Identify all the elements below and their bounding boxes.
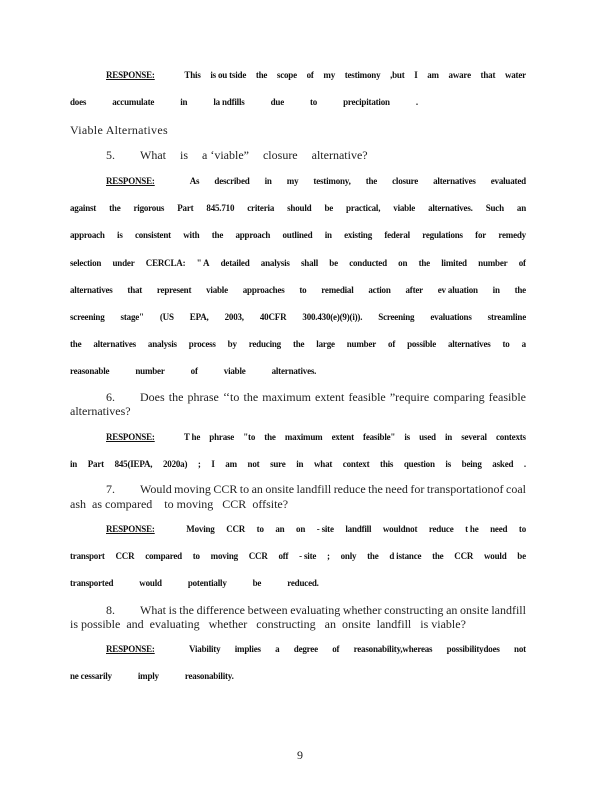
word: aware bbox=[448, 70, 471, 80]
word: not bbox=[247, 459, 260, 469]
word: consistent bbox=[134, 230, 171, 240]
word: in bbox=[180, 97, 188, 107]
word: the bbox=[367, 551, 379, 561]
word: phrase bbox=[187, 390, 219, 404]
word: reasonable bbox=[70, 366, 110, 376]
word: of bbox=[306, 70, 314, 80]
word: used bbox=[419, 432, 436, 442]
word: streamline bbox=[487, 312, 526, 322]
word: reducing bbox=[248, 339, 281, 349]
word: to bbox=[299, 285, 307, 295]
word: after bbox=[405, 285, 423, 295]
word: 845(IEPA, bbox=[114, 459, 153, 469]
word: moving bbox=[210, 551, 238, 561]
word: transported bbox=[70, 578, 114, 588]
word: ev aluation bbox=[437, 285, 478, 295]
word: EPA, bbox=[189, 312, 209, 322]
word: number bbox=[135, 366, 165, 376]
word: does bbox=[70, 97, 87, 107]
word: alternatives bbox=[93, 339, 136, 349]
word: - site bbox=[316, 524, 334, 534]
word: of bbox=[190, 366, 198, 376]
word: the bbox=[70, 339, 82, 349]
response-5-line-7 bbox=[70, 339, 526, 349]
word: ”require bbox=[389, 390, 430, 404]
word: process bbox=[188, 339, 216, 349]
word: CERCLA: bbox=[145, 258, 186, 268]
word: due bbox=[270, 97, 284, 107]
word: possibilitydoes bbox=[446, 644, 500, 654]
word: feasible bbox=[488, 390, 526, 404]
word: alternatives. bbox=[428, 203, 473, 213]
word: difference bbox=[196, 603, 245, 617]
response-6-line-2 bbox=[70, 459, 526, 469]
word: to bbox=[239, 482, 250, 496]
word: a bbox=[521, 339, 526, 349]
word: approaches bbox=[242, 285, 285, 295]
word: to bbox=[518, 524, 526, 534]
word: closure bbox=[262, 148, 298, 162]
word: on bbox=[398, 258, 408, 268]
word: As bbox=[189, 176, 200, 186]
response-8-line-1 bbox=[106, 644, 526, 654]
word: criteria bbox=[247, 203, 275, 213]
word: viable bbox=[393, 203, 416, 213]
word: the bbox=[365, 176, 378, 186]
word: my bbox=[286, 176, 299, 186]
word: in bbox=[70, 459, 78, 469]
word: evaluated bbox=[490, 176, 526, 186]
word: alternatives bbox=[433, 176, 476, 186]
word: number bbox=[346, 339, 377, 349]
word: an bbox=[446, 603, 458, 617]
word: that bbox=[127, 285, 143, 295]
word: to bbox=[192, 551, 200, 561]
response-5-line-4 bbox=[70, 258, 526, 268]
word: onsite bbox=[460, 603, 489, 617]
word: transportationof bbox=[426, 482, 504, 496]
word: rigorous bbox=[133, 203, 165, 213]
question-7-number: 7. bbox=[106, 482, 115, 496]
word: Moving bbox=[186, 524, 215, 534]
response-5-line-2 bbox=[70, 203, 526, 213]
word: the bbox=[514, 285, 526, 295]
word: Screening bbox=[378, 312, 415, 322]
word: implies bbox=[234, 644, 261, 654]
word: Does bbox=[140, 390, 165, 404]
word: constructing bbox=[384, 603, 444, 617]
word: precipitation bbox=[343, 97, 390, 107]
word: coal bbox=[506, 482, 526, 496]
question-5-number: 5. bbox=[106, 148, 115, 162]
word: not bbox=[514, 644, 526, 654]
question-7-line-1 bbox=[106, 482, 526, 497]
word: transport bbox=[70, 551, 105, 561]
word: reduce bbox=[428, 524, 454, 534]
word: only bbox=[340, 551, 357, 561]
word: to bbox=[309, 97, 318, 107]
word: I bbox=[414, 70, 418, 80]
word: CCR bbox=[454, 551, 474, 561]
word: phrase bbox=[209, 432, 235, 442]
word: evaluating bbox=[290, 603, 341, 617]
word: the bbox=[418, 258, 430, 268]
word: moving bbox=[174, 482, 211, 496]
word: of bbox=[518, 258, 526, 268]
response-6-line-1 bbox=[106, 432, 526, 442]
word: described bbox=[214, 176, 250, 186]
word: what bbox=[313, 459, 333, 469]
word: analysis bbox=[260, 258, 290, 268]
word: ; bbox=[197, 459, 201, 469]
question-7-text bbox=[140, 482, 526, 497]
word: of bbox=[388, 339, 396, 349]
word: for bbox=[410, 482, 425, 496]
word: in bbox=[492, 285, 500, 295]
question-8-text bbox=[140, 603, 526, 618]
word: sure bbox=[270, 459, 286, 469]
word: 2003, bbox=[224, 312, 244, 322]
word: in bbox=[296, 459, 304, 469]
word: regulations bbox=[422, 230, 463, 240]
word: my bbox=[323, 70, 335, 80]
word: closure bbox=[392, 176, 419, 186]
word: is bbox=[180, 148, 189, 162]
question-8-number: 8. bbox=[106, 603, 115, 617]
word: would bbox=[483, 551, 507, 561]
page-number: 9 bbox=[297, 748, 303, 762]
word: T he bbox=[183, 432, 201, 442]
word: an bbox=[251, 482, 263, 496]
word: landfill bbox=[296, 482, 332, 496]
word: in bbox=[444, 432, 453, 442]
response-label: RESPONSE: bbox=[106, 524, 155, 534]
response-label: RESPONSE: bbox=[106, 176, 155, 186]
question-6-number: 6. bbox=[106, 390, 115, 404]
word: I bbox=[211, 459, 215, 469]
word: the bbox=[211, 230, 224, 240]
word: the bbox=[243, 390, 259, 404]
word: alternative? bbox=[311, 148, 368, 162]
word: reduced. bbox=[287, 578, 319, 588]
word: reasonability,whereas bbox=[353, 644, 433, 654]
word: Viability bbox=[189, 644, 221, 654]
word: alternatives. bbox=[271, 366, 317, 376]
word: comparing bbox=[433, 390, 485, 404]
word: Would bbox=[140, 482, 172, 496]
word: to bbox=[256, 524, 264, 534]
word: for bbox=[475, 230, 487, 240]
word: Part bbox=[87, 459, 104, 469]
word: the bbox=[432, 551, 444, 561]
word: to bbox=[502, 339, 510, 349]
word: d istance bbox=[389, 551, 422, 561]
word: should bbox=[287, 203, 312, 213]
word: be bbox=[252, 578, 262, 588]
word: by bbox=[227, 339, 237, 349]
word: CCR bbox=[115, 551, 135, 561]
word: with bbox=[183, 230, 200, 240]
response-label: RESPONSE: bbox=[106, 644, 155, 654]
response-8-line-2 bbox=[70, 671, 526, 681]
word: What bbox=[140, 603, 166, 617]
word: reasonability. bbox=[184, 671, 234, 681]
question-5-text bbox=[140, 148, 382, 163]
word: action bbox=[368, 285, 391, 295]
question-8-line-2: is possible and evaluating whether constructing an onsite landfill is viable? bbox=[70, 617, 466, 631]
word: an bbox=[516, 203, 526, 213]
word: between bbox=[247, 603, 288, 617]
word: (US bbox=[159, 312, 174, 322]
word: ne cessarily bbox=[70, 671, 112, 681]
word: Part bbox=[177, 203, 194, 213]
word: question bbox=[403, 459, 435, 469]
word: federal bbox=[384, 230, 410, 240]
response-7-line-2 bbox=[70, 551, 526, 561]
word: conducted bbox=[349, 258, 387, 268]
word: 300.430(e)(9)(i)). bbox=[302, 312, 363, 322]
question-6-line-2: alternatives? bbox=[70, 404, 131, 418]
word: the bbox=[179, 603, 194, 617]
response-5-line-8 bbox=[70, 366, 526, 376]
question-8-line-1 bbox=[106, 603, 526, 618]
word: in bbox=[264, 176, 272, 186]
word: remedial bbox=[321, 285, 354, 295]
word: What bbox=[140, 148, 166, 162]
word: outlined bbox=[282, 230, 313, 240]
word: analysis bbox=[147, 339, 177, 349]
word: contexts bbox=[495, 432, 526, 442]
question-5 bbox=[106, 148, 526, 163]
word: am bbox=[225, 459, 237, 469]
word: feasible bbox=[348, 390, 386, 404]
word: in bbox=[324, 230, 332, 240]
response-1-line-1 bbox=[106, 70, 526, 80]
word: on bbox=[296, 524, 306, 534]
word: ; bbox=[327, 551, 330, 561]
word: is bbox=[168, 603, 177, 617]
word: landfill bbox=[345, 524, 372, 534]
word: an bbox=[275, 524, 285, 534]
word: CCR bbox=[248, 551, 268, 561]
word: 845.710 bbox=[206, 203, 235, 213]
word: extent bbox=[315, 390, 345, 404]
word: off bbox=[278, 551, 289, 561]
word: would bbox=[139, 578, 162, 588]
word: limited bbox=[441, 258, 467, 268]
word: is ou tside bbox=[210, 70, 247, 80]
response-1-line-2 bbox=[70, 97, 526, 107]
word: being bbox=[461, 459, 482, 469]
question-6-line-1 bbox=[106, 390, 526, 405]
response-5-line-3 bbox=[70, 230, 526, 240]
word: la ndfills bbox=[213, 97, 245, 107]
word: compared bbox=[145, 551, 182, 561]
question-6-text bbox=[140, 390, 526, 405]
word: . bbox=[523, 459, 526, 469]
word: feasible" bbox=[363, 432, 396, 442]
word: scope bbox=[276, 70, 297, 80]
word: is bbox=[117, 230, 123, 240]
word: the bbox=[255, 70, 268, 80]
word: that bbox=[480, 70, 496, 80]
word: a bbox=[275, 644, 280, 654]
word: imply bbox=[137, 671, 159, 681]
word: under bbox=[112, 258, 135, 268]
word: approach bbox=[70, 230, 105, 240]
word: ,but bbox=[390, 70, 405, 80]
word: . bbox=[415, 97, 418, 107]
word: maximum bbox=[262, 390, 311, 404]
word: 2020a) bbox=[162, 459, 188, 469]
response-7-line-3 bbox=[70, 578, 526, 588]
word: be bbox=[324, 203, 334, 213]
word: wouldnot bbox=[382, 524, 418, 534]
word: need bbox=[490, 524, 508, 534]
word: several bbox=[461, 432, 487, 442]
word: ‘‘to bbox=[222, 390, 240, 404]
word: need bbox=[385, 482, 408, 496]
word: detailed bbox=[220, 258, 250, 268]
word: large bbox=[316, 339, 335, 349]
word: CCR bbox=[213, 482, 238, 496]
word: testimony bbox=[344, 70, 381, 80]
response-5-line-6 bbox=[70, 312, 526, 322]
word: landfill bbox=[491, 603, 526, 617]
word: reduce bbox=[333, 482, 366, 496]
word: asked bbox=[492, 459, 514, 469]
word: number bbox=[478, 258, 508, 268]
word: - site bbox=[299, 551, 317, 561]
section-heading: Viable Alternatives bbox=[70, 123, 168, 137]
word: selection bbox=[70, 258, 102, 268]
word: onsite bbox=[265, 482, 295, 496]
word: practical, bbox=[346, 203, 381, 213]
word: against bbox=[70, 203, 97, 213]
word: possible bbox=[407, 339, 436, 349]
word: whether bbox=[342, 603, 382, 617]
word: the bbox=[264, 432, 276, 442]
word: accumulate bbox=[112, 97, 155, 107]
word: Such bbox=[485, 203, 504, 213]
word: represent bbox=[156, 285, 192, 295]
word: water bbox=[504, 70, 526, 80]
word: shall bbox=[301, 258, 319, 268]
word: this bbox=[380, 459, 394, 469]
word: the bbox=[292, 339, 305, 349]
word: context bbox=[342, 459, 370, 469]
word: CCR bbox=[226, 524, 246, 534]
word: the bbox=[368, 482, 383, 496]
word: alternatives bbox=[447, 339, 491, 349]
word: screening bbox=[70, 312, 105, 322]
word: a ‘viable” bbox=[202, 148, 249, 162]
word: be bbox=[329, 258, 338, 268]
word: maximum bbox=[284, 432, 323, 442]
word: evaluations bbox=[430, 312, 472, 322]
word: viable bbox=[223, 366, 246, 376]
word: t he bbox=[465, 524, 479, 534]
word: be bbox=[517, 551, 526, 561]
word: viable bbox=[206, 285, 228, 295]
word: " A bbox=[196, 258, 210, 268]
word: existing bbox=[344, 230, 373, 240]
word: the bbox=[109, 203, 121, 213]
word: approach bbox=[235, 230, 271, 240]
question-7-line-2: ash as compared to moving CCR offsite? bbox=[70, 497, 289, 511]
response-5-line-5 bbox=[70, 285, 526, 295]
word: stage" bbox=[120, 312, 144, 322]
word: potentially bbox=[187, 578, 227, 588]
response-7-line-1 bbox=[106, 524, 526, 534]
response-label: RESPONSE: bbox=[106, 70, 155, 80]
word: is bbox=[404, 432, 410, 442]
word: is bbox=[445, 459, 452, 469]
word: degree bbox=[293, 644, 318, 654]
word: "to bbox=[243, 432, 256, 442]
word: the bbox=[168, 390, 184, 404]
word: testimony, bbox=[313, 176, 351, 186]
response-label: RESPONSE: bbox=[106, 432, 155, 442]
word: am bbox=[427, 70, 439, 80]
word: alternatives bbox=[70, 285, 113, 295]
word: of bbox=[332, 644, 340, 654]
word: This bbox=[184, 70, 201, 80]
response-5-line-1 bbox=[106, 176, 526, 186]
word: remedy bbox=[498, 230, 526, 240]
word: 40CFR bbox=[259, 312, 287, 322]
word: extent bbox=[331, 432, 354, 442]
